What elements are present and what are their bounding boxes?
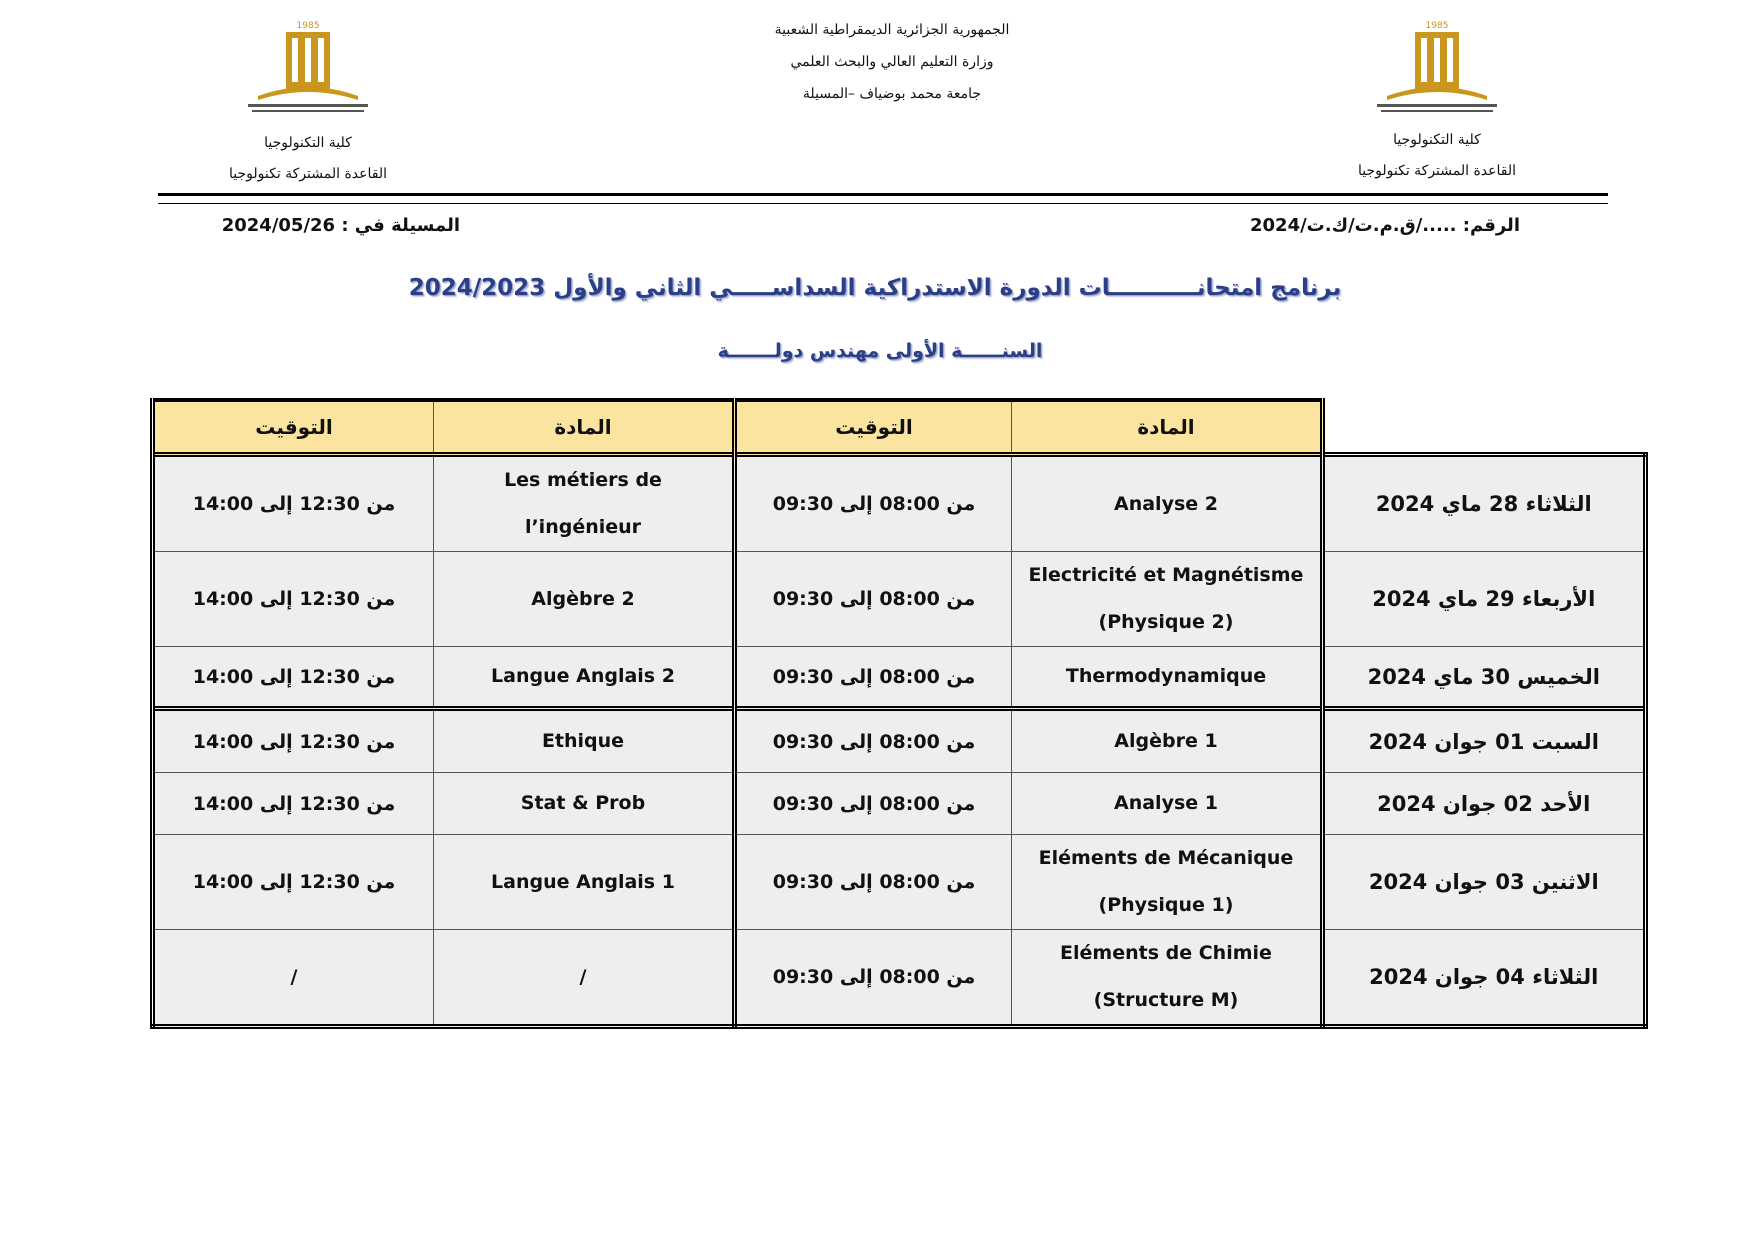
exam-day: السبت 01 جوان 2024 <box>1323 709 1646 773</box>
time-morning: من 08:00 إلى 09:30 <box>735 552 1012 647</box>
table-row <box>153 709 1646 773</box>
table-header-row <box>153 400 1646 455</box>
exam-day: الثلاثاء 04 جوان 2024 <box>1323 930 1646 1027</box>
subject-morning: Eléments de Mécanique (Physique 1) <box>1012 835 1323 930</box>
table-row <box>153 773 1646 835</box>
left-faculty: كلية التكنولوجيا <box>264 135 352 151</box>
table-row <box>153 455 1646 552</box>
subject-morning: Analyse 1 <box>1012 773 1323 835</box>
subject-morning: Electricité et Magnétisme (Physique 2) <box>1012 552 1323 647</box>
ministry-line: وزارة التعليم العالي والبحث العلمي <box>790 54 994 70</box>
header-subject-1: المادة <box>1012 400 1323 455</box>
subject-morning: Eléments de Chimie (Structure M) <box>1012 930 1323 1027</box>
reference-number: الرقم: ...../ق.م.ت/ك.ت/2024 <box>1250 215 1520 236</box>
subject-afternoon: Ethique <box>434 709 735 773</box>
header-subject-2: المادة <box>434 400 735 455</box>
table-row <box>153 835 1646 930</box>
subject-afternoon: / <box>434 930 735 1027</box>
exam-day: الثلاثاء 28 ماي 2024 <box>1323 455 1646 552</box>
subject-afternoon: Langue Anglais 2 <box>434 647 735 709</box>
time-afternoon: من 12:30 إلى 14:00 <box>153 773 434 835</box>
time-morning: من 08:00 إلى 09:30 <box>735 930 1012 1027</box>
subject-afternoon: Algèbre 2 <box>434 552 735 647</box>
header-time-2: التوقيت <box>153 400 434 455</box>
right-faculty: كلية التكنولوجيا <box>1393 132 1481 148</box>
subject-morning: Algèbre 1 <box>1012 709 1323 773</box>
place-date: المسيلة في : 2024/05/26 <box>221 215 460 236</box>
time-afternoon: من 12:30 إلى 14:00 <box>153 709 434 773</box>
exam-schedule-table <box>150 398 1648 1029</box>
header-blank-cell <box>1323 400 1646 455</box>
subject-morning: Thermodynamique <box>1012 647 1323 709</box>
header-rule-thin <box>158 203 1608 204</box>
university-logo-right <box>1357 18 1517 118</box>
exam-day: الخميس 30 ماي 2024 <box>1323 647 1646 709</box>
time-afternoon: / <box>153 930 434 1027</box>
header-time-1: التوقيت <box>735 400 1012 455</box>
subject-afternoon: Stat & Prob <box>434 773 735 835</box>
left-department: القاعدة المشتركة تكنولوجيا <box>228 166 388 182</box>
subject-afternoon: Les métiers de l’ingénieur <box>434 455 735 552</box>
time-morning: من 08:00 إلى 09:30 <box>735 835 1012 930</box>
header-rule-thick <box>158 193 1608 196</box>
logo-year: 1985 <box>296 21 320 31</box>
schedule-subtitle: السنــــــة الأولى مهندس دولـــــــة <box>717 340 1043 362</box>
republic-line: الجمهورية الجزائرية الديمقراطية الشعبية <box>774 22 1010 38</box>
subject-morning: Analyse 2 <box>1012 455 1323 552</box>
schedule-title: برنامج امتحانـــــــــــات الدورة الاستدراكية السداســـــي الثاني والأول 2024/2023 <box>408 275 1342 301</box>
table-row <box>153 647 1646 709</box>
time-morning: من 08:00 إلى 09:30 <box>735 647 1012 709</box>
time-afternoon: من 12:30 إلى 14:00 <box>153 647 434 709</box>
logo-year: 1985 <box>1425 21 1449 31</box>
time-afternoon: من 12:30 إلى 14:00 <box>153 835 434 930</box>
time-afternoon: من 12:30 إلى 14:00 <box>153 552 434 647</box>
right-department: القاعدة المشتركة تكنولوجيا <box>1357 163 1517 179</box>
exam-day: الأحد 02 جوان 2024 <box>1323 773 1646 835</box>
university-line: جامعة محمد بوضياف –المسيلة <box>802 86 982 102</box>
time-afternoon: من 12:30 إلى 14:00 <box>153 455 434 552</box>
exam-day: الأربعاء 29 ماي 2024 <box>1323 552 1646 647</box>
time-morning: من 08:00 إلى 09:30 <box>735 455 1012 552</box>
subject-afternoon: Langue Anglais 1 <box>434 835 735 930</box>
table-row <box>153 930 1646 1027</box>
time-morning: من 08:00 إلى 09:30 <box>735 773 1012 835</box>
table-row <box>153 552 1646 647</box>
exam-day: الاثنين 03 جوان 2024 <box>1323 835 1646 930</box>
time-morning: من 08:00 إلى 09:30 <box>735 709 1012 773</box>
university-logo-left <box>228 18 388 118</box>
